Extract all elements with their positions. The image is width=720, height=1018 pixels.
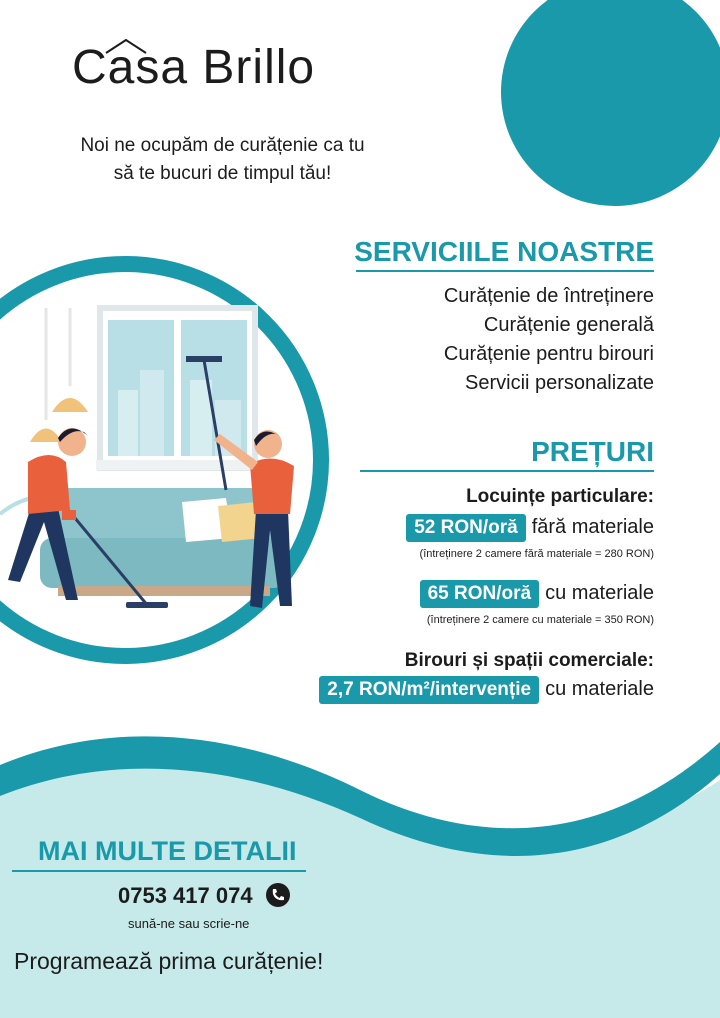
cleaner1-body [28, 455, 70, 514]
brand-logo [72, 40, 315, 95]
lamp-shade-2 [52, 398, 88, 412]
brand-suffix: sa Brillo [135, 41, 316, 94]
tagline-line-2: să te bucuri de timpul tău! [113, 163, 332, 184]
commercial-label [405, 650, 654, 672]
service-item: Curățenie generală [483, 314, 654, 336]
phone-number[interactable] [118, 882, 291, 909]
squeegee-head [186, 356, 222, 362]
commercial-label-text: Birouri și spații comerciale: [404, 650, 654, 671]
top-right-circle [501, 0, 720, 206]
cleaner1-glove [62, 510, 76, 520]
offer-1 [406, 514, 654, 542]
residential-label [466, 486, 654, 508]
tagline-line-1: Noi ne ocupăm de curățenie ca tu [80, 135, 365, 156]
call-text: sună-ne sau scrie-ne [128, 916, 250, 931]
offer-3 [319, 676, 654, 704]
phone-icon[interactable] [265, 882, 291, 908]
offer-1-note: (întreținere 2 camere fără materiale = 280 RON) [419, 548, 654, 560]
city-building-2 [140, 370, 164, 456]
services-title: SERVICIILE NOASTRE [354, 236, 654, 267]
prices-title-underline [360, 470, 654, 472]
roof-icon [104, 38, 148, 54]
prices-title: PREȚURI [531, 436, 654, 467]
sofa-seat [40, 538, 286, 588]
service-item: Curățenie pentru birouri [443, 343, 654, 365]
services-title-underline [356, 270, 654, 272]
brand-roof-letter [108, 40, 136, 95]
offer-1-suffix: fără materiale [531, 516, 654, 538]
offer-1-price: 52 RON/oră [406, 514, 525, 542]
mop-head [126, 602, 168, 608]
services-list [444, 282, 654, 398]
tagline [30, 132, 415, 188]
offer-2 [420, 580, 654, 608]
city-building-1 [118, 390, 138, 456]
sofa-base [58, 586, 270, 596]
brand-prefix: C [72, 41, 108, 94]
cleaner2-body [250, 458, 294, 514]
offer-3-price: 2,7 RON/m²/intervenție [319, 676, 539, 704]
brand-roof-letter-text: a [107, 41, 136, 94]
offer-2-note: (întreținere 2 camere cu materiale = 350 RON) [426, 614, 654, 626]
offer-2-price: 65 RON/oră [420, 580, 539, 608]
cleaning-illustration [0, 300, 300, 620]
call-to-action: Programează prima curățenie! [14, 948, 324, 974]
offer-3-suffix: cu materiale [545, 678, 654, 700]
offer-2-suffix: cu materiale [545, 582, 654, 604]
lamp-shade-1 [30, 429, 62, 443]
service-item: Curățenie de întreținere [443, 285, 654, 307]
phone-number-text: 0753 417 074 [118, 883, 253, 908]
window-sill [96, 460, 259, 470]
residential-label-text: Locuințe particulare: [466, 486, 654, 507]
service-item: Servicii personalizate [465, 372, 654, 394]
details-title-underline [12, 870, 306, 872]
details-title: MAI MULTE DETALII [38, 836, 297, 866]
